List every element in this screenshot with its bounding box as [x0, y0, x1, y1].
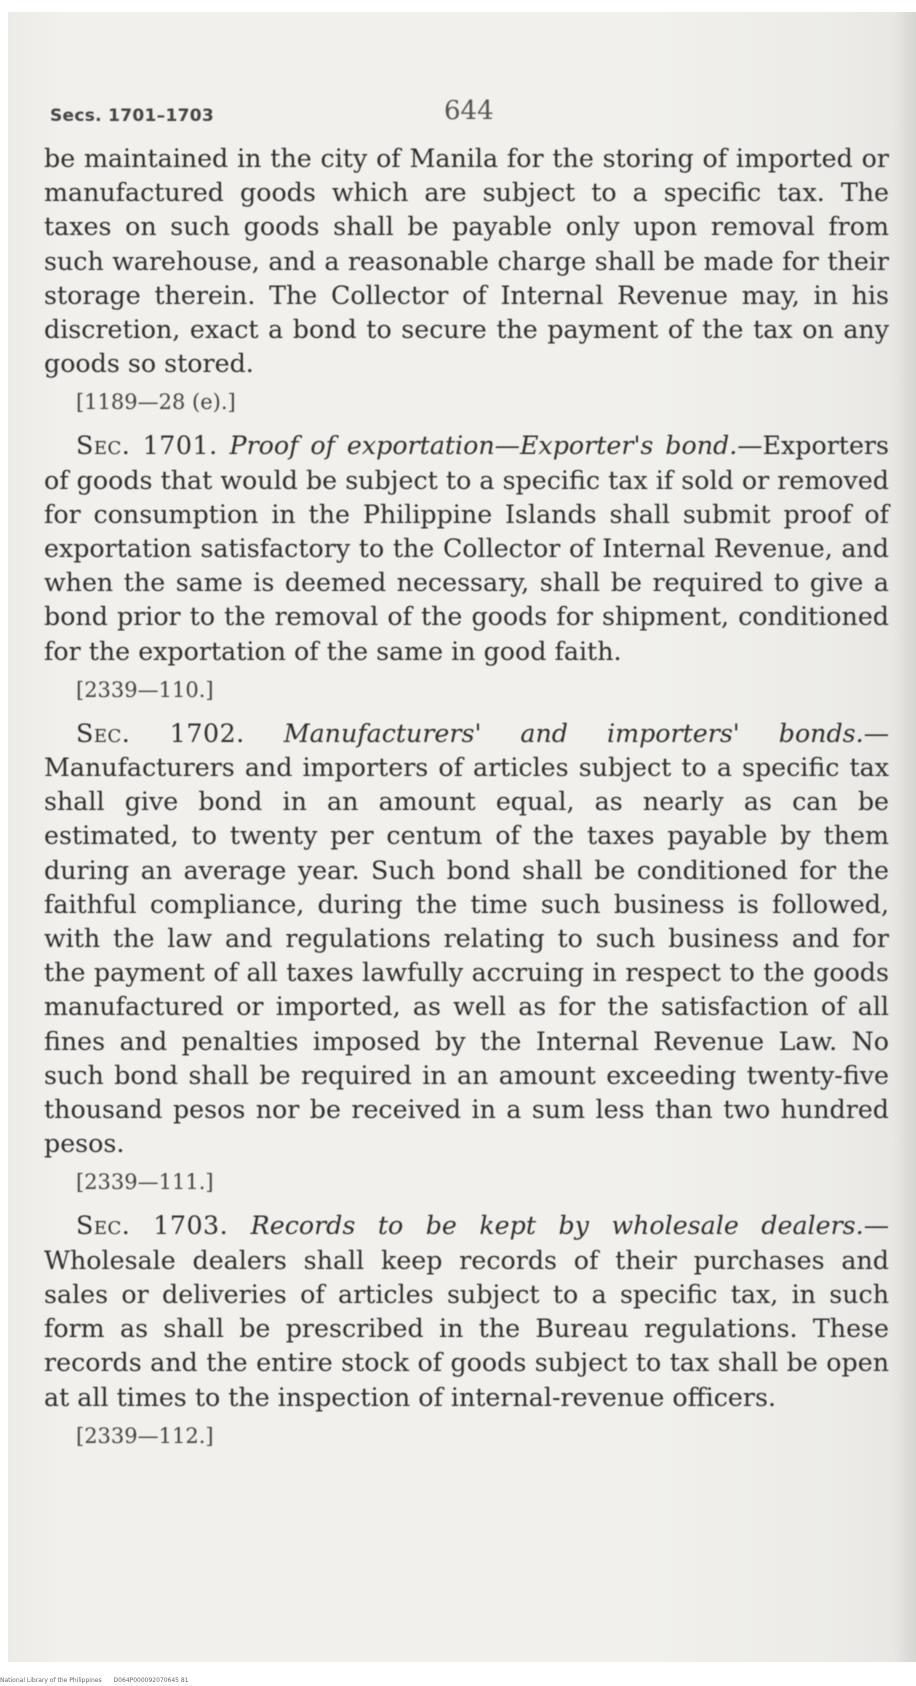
- section-1703-label: Sec. 1703.: [76, 1211, 229, 1241]
- scan-footer: [0, 1677, 189, 1684]
- section-1703-text: —Wholesale dealers shall keep records of their purchases and sales or deliveries of articles subject to a specific tax, in such form as shall be prescribed in the Bureau regulations. These records and the entire stock of goods subject to tax shall be open at all times to the inspection of internal-revenue officers.: [44, 1211, 889, 1412]
- section-1702-paragraph: [44, 717, 889, 1162]
- page-edge-shadow: [894, 12, 916, 1662]
- continuation-citation: [1189—28 (e).]: [76, 390, 236, 415]
- footer-library-name: National Library of the Philippines: [0, 1677, 102, 1684]
- section-1701-text: —Exporters of goods that would be subject to a specific tax if sold or removed for consumption in the Philippine Islands shall submit proof of exportation satisfactory to the Collector of Internal Revenue, and when the same is deemed necessary, shall be required to give a bond prior to the removal of the goods for shipment, conditioned for the exportation of the same in good faith.: [44, 431, 890, 666]
- section-1703-title: Records to be kept by wholesale dealers.: [250, 1211, 864, 1241]
- section-1701-label: Sec. 1701.: [76, 431, 218, 461]
- section-1702-title: Manufacturers' and importers' bonds.: [283, 718, 864, 748]
- section-1702-text: —Manufacturers and importers of articles subject to a specific tax shall give bond in an amount equal, as nearly as can be estimated, to twenty per centum of the taxes payable by them during an average year. Such bond shall be conditioned for the faithful compliance, during the time such business is followed, with the law and regulations relating to such business and for the payment of all taxes lawfully accruing in respect to the goods manufactured or imported, as well as for the satisfaction of all fines and penalties imposed by the Internal Revenue Law. No such bond shall be required in an amount exceeding twenty-five thousand pesos nor be received in a sum less than two hundred pesos.: [44, 718, 889, 1159]
- section-1701-paragraph: [44, 429, 889, 668]
- section-1702-citation: [2339—111.]: [76, 1170, 214, 1195]
- section-1703-citation: [2339—112.]: [76, 1423, 214, 1448]
- section-1702-label: Sec. 1702.: [76, 718, 245, 748]
- running-head: [44, 82, 889, 138]
- section-range-header: Secs. 1701–1703: [50, 106, 214, 126]
- section-1701-title: Proof of exportation—Exporter's bond.: [229, 431, 738, 461]
- section-1703-paragraph: [44, 1209, 889, 1414]
- footer-scan-id: D064P000092070645 81: [113, 1677, 189, 1684]
- page-text-block: [44, 82, 889, 1463]
- page-number: 644: [444, 96, 494, 126]
- book-page: [8, 12, 916, 1662]
- section-1701-citation: [2339—110.]: [76, 677, 214, 702]
- continuation-paragraph: be maintained in the city of Manila for the storing of imported or manufactured goods which are subject to a specific tax. The taxes on such goods shall be payable only upon removal from such warehouse, and a reasonable charge shall be made for their storage therein. The Collector of Internal Revenue may, in his discretion, exact a bond to secure the payment of the tax on any goods so stored.: [44, 144, 889, 379]
